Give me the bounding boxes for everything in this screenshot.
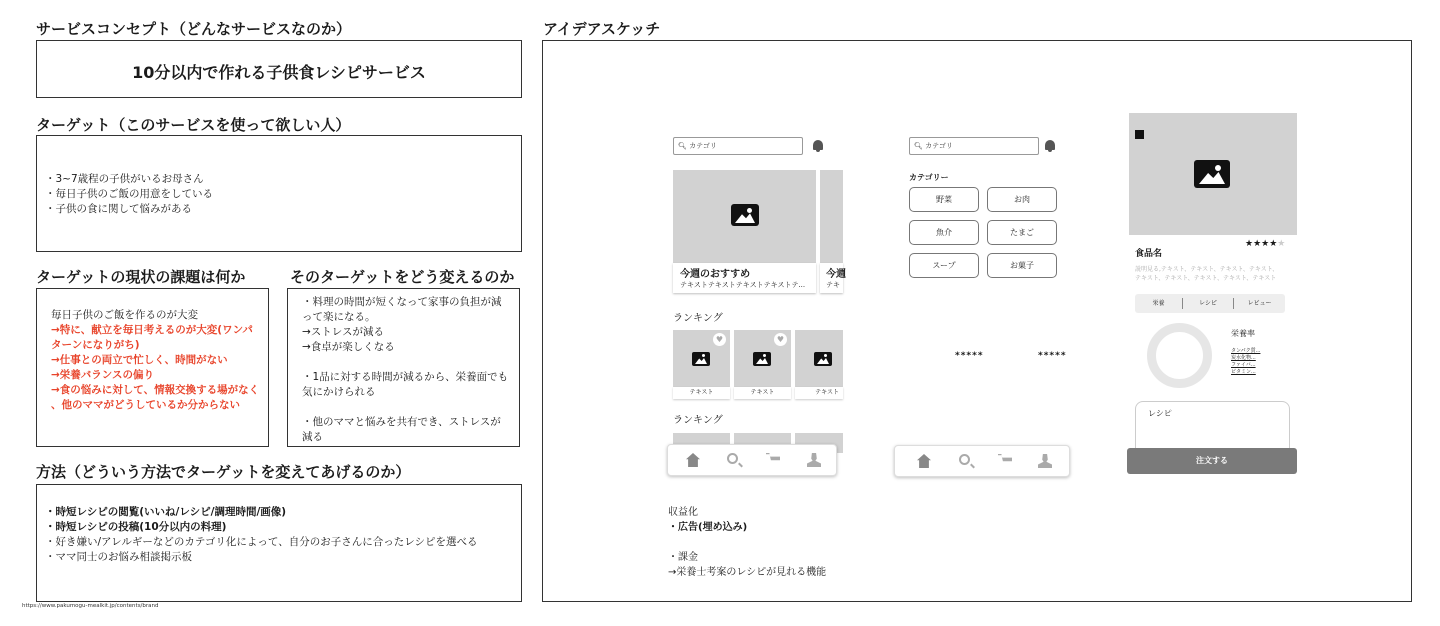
search-icon[interactable] — [727, 453, 738, 464]
featured-title: 今週のおすすめ — [680, 269, 751, 280]
food-rating — [1245, 239, 1285, 249]
category-meat[interactable]: お肉 — [987, 187, 1057, 212]
image-icon — [1194, 160, 1230, 188]
bottom-nav — [894, 445, 1070, 477]
search-placeholder: カテゴリ — [689, 142, 717, 150]
nutrition-ring — [1147, 323, 1212, 388]
concept-box — [36, 40, 522, 98]
image-icon — [753, 352, 771, 366]
food-image — [1129, 113, 1297, 235]
issue-line: →仕事との両立で忙しく、時間がない — [51, 354, 228, 366]
user-icon[interactable] — [807, 453, 821, 467]
target-line: ・毎日子供のご飯の用意をしている — [45, 188, 213, 200]
issue-line: →特に、献立を毎日考えるのが大変(ワンパ — [51, 324, 253, 336]
heart-icon[interactable]: ♥ — [774, 333, 787, 346]
category-seafood[interactable]: 魚介 — [909, 220, 979, 245]
tab-review[interactable]: レビュー — [1247, 300, 1272, 307]
target-heading: ターゲット（このサービスを使って欲しい人） — [36, 116, 351, 134]
monetize-title: 収益化 — [668, 507, 698, 518]
featured-card[interactable] — [673, 263, 816, 293]
method-line: ・時短レシピの閲覧(いいね/レシピ/調理時間/画像) — [45, 506, 287, 518]
category-label: カテゴリー — [909, 173, 949, 182]
user-icon[interactable] — [1038, 454, 1052, 468]
detail-tabs — [1135, 294, 1285, 313]
recipe-label: レシピ — [1148, 409, 1172, 418]
ranking-item[interactable] — [734, 330, 791, 387]
featured-subtitle: テキストテキストテキストテキストテ... — [680, 281, 806, 289]
cart-icon[interactable] — [998, 454, 1012, 466]
ranking-item-label: テキスト — [673, 387, 730, 399]
home-icon[interactable] — [686, 453, 700, 467]
issue-line: ターンになりがち) — [51, 339, 140, 351]
bell-icon[interactable] — [812, 140, 824, 152]
rating-stars: ***** — [1038, 351, 1067, 361]
ranking-title: ランキング — [673, 415, 723, 426]
category-vegetables[interactable]: 野菜 — [909, 187, 979, 212]
ranking-item[interactable] — [673, 330, 730, 387]
issue-box — [36, 288, 269, 447]
order-button[interactable]: 注文する — [1127, 448, 1297, 474]
description-line: テキスト、テキスト、テキスト、テキスト、テキスト — [1135, 275, 1277, 282]
change-line: ・料理の時間が短くなって家事の負担が減 — [302, 296, 502, 308]
change-line: 気にかけられる — [302, 386, 376, 398]
nutrient-list — [1231, 348, 1260, 376]
rating-filled: ★★★★ — [1245, 239, 1278, 249]
food-description — [1135, 265, 1278, 283]
image-icon — [814, 352, 832, 366]
method-line: ・好き嫌い/アレルギーなどのカテゴリ化によって、自分のお子さんに合ったレシピを選べる — [45, 536, 478, 548]
image-icon — [731, 204, 759, 226]
search-input[interactable] — [909, 137, 1039, 155]
change-line: →食卓が楽しくなる — [302, 341, 395, 353]
ranking-title: ランキング — [673, 313, 723, 324]
search-input[interactable] — [673, 137, 803, 155]
search-icon: 🔍︎ — [678, 142, 687, 150]
rating-empty: ★ — [1277, 239, 1286, 249]
category-egg[interactable]: たまご — [987, 220, 1057, 245]
food-name: 食品名 — [1135, 249, 1163, 259]
nutrient-item: ファイバ... — [1231, 362, 1256, 368]
method-line: ・時短レシピの投稿(10分以内の料理) — [45, 521, 227, 533]
rating-stars: ***** — [955, 351, 984, 361]
image-icon — [692, 352, 710, 366]
monetize-paid-detail: →栄養士考案のレシピが見れる機能 — [668, 567, 827, 578]
description-line: 説明見る,テキスト、テキスト、テキスト、テキスト、 — [1135, 266, 1279, 273]
method-box — [36, 484, 522, 602]
target-box — [36, 135, 522, 252]
featured-image — [673, 170, 816, 263]
back-icon[interactable] — [1135, 130, 1144, 139]
category-soup[interactable]: スープ — [909, 253, 979, 278]
ranking-item-label: テキスト — [734, 387, 791, 399]
tab-recipe[interactable]: レシピ — [1199, 300, 1217, 307]
sketch-heading: アイデアスケッチ — [543, 20, 661, 38]
change-line: ・他のママと悩みを共有でき、ストレスが — [302, 416, 501, 428]
home-icon[interactable] — [917, 454, 931, 468]
source-url: https://www.pakumogu-mealkit.jp/contents/brand — [22, 603, 159, 609]
issue-heading: ターゲットの現状の課題は何か — [36, 268, 246, 286]
method-line: ・ママ同士のお悩み相談掲示板 — [45, 551, 192, 563]
target-line: ・子供の食に関して悩みがある — [45, 203, 192, 215]
bottom-nav — [667, 444, 837, 476]
tab-nutrition[interactable]: 栄養 — [1152, 300, 1165, 307]
monetize-notes — [668, 505, 826, 580]
featured-card-next[interactable] — [820, 263, 846, 293]
change-line: ・1品に対する時間が減るから、栄養面でも — [302, 371, 509, 383]
sketch-frame — [542, 40, 1412, 602]
issue-line: →食の悩みに対して、情報交換する場がなく — [51, 384, 260, 396]
change-line: って楽になる。 — [302, 311, 376, 323]
target-line: ・3~7歳程の子供がいるお母さん — [45, 173, 204, 185]
featured-subtitle-next: テキ — [826, 281, 840, 289]
concept-text: 10分以内で作れる子供食レシピサービス — [132, 63, 426, 82]
change-line: 減る — [302, 431, 323, 443]
nutrient-item: 炭水化物... — [1231, 355, 1256, 361]
category-sweets[interactable]: お菓子 — [987, 253, 1057, 278]
issue-intro: 毎日子供のご飯を作るのが大変 — [51, 309, 198, 321]
nutrient-item: タンパク質... — [1231, 348, 1261, 354]
change-heading: そのターゲットをどう変えるのか — [290, 268, 515, 286]
search-placeholder: カテゴリ — [925, 142, 953, 150]
change-line — [302, 400, 519, 415]
concept-heading: サービスコンセプト（どんなサービスなのか） — [36, 20, 352, 38]
bell-icon[interactable] — [1044, 140, 1056, 152]
nutrient-item: ビタミン... — [1231, 369, 1256, 375]
change-line — [302, 355, 519, 370]
change-line: →ストレスが減る — [302, 326, 384, 338]
ranking-item[interactable] — [795, 330, 843, 387]
search-icon: 🔍︎ — [914, 142, 923, 150]
nutrition-label: 栄養率 — [1231, 329, 1255, 338]
search-icon[interactable] — [959, 454, 970, 465]
heart-icon[interactable]: ♥ — [713, 333, 726, 346]
issue-line: →栄養バランスの偏り — [51, 369, 154, 381]
ranking-item-label: テキスト — [795, 387, 843, 399]
monetize-paid: ・課金 — [668, 552, 698, 563]
change-box — [287, 288, 520, 447]
featured-image-next — [820, 170, 843, 263]
cart-icon[interactable] — [766, 453, 780, 465]
monetize-ad: ・広告(埋め込み) — [668, 522, 748, 533]
featured-title-next: 今週 — [826, 269, 846, 280]
issue-line: 、他のママがどうしているか分からない — [51, 399, 240, 411]
method-heading: 方法（どういう方法でターゲットを変えてあげるのか） — [36, 463, 411, 481]
